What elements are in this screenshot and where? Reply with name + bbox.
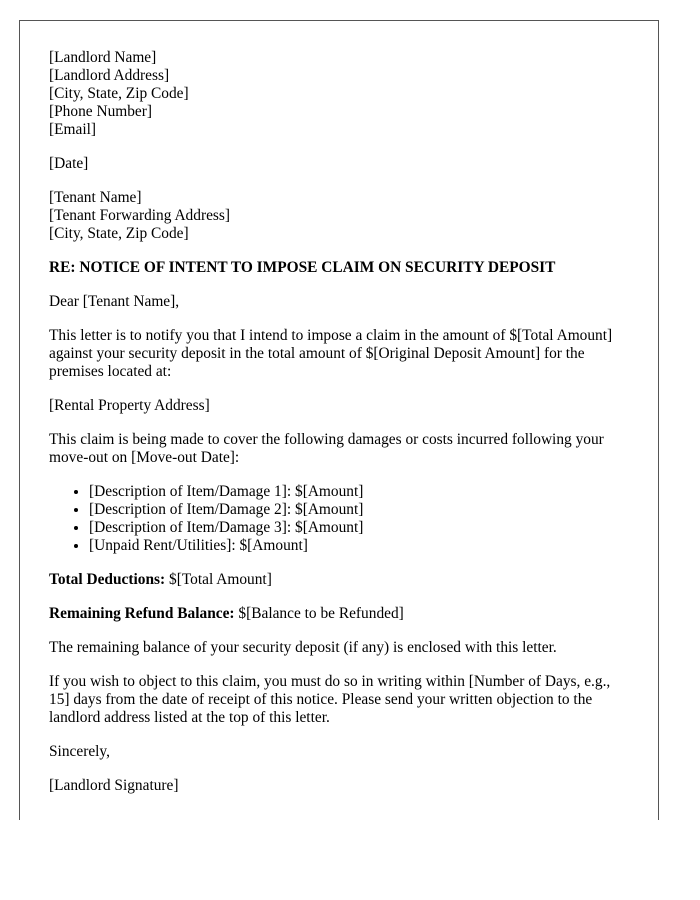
sender-city-state-zip: [City, State, Zip Code] [49, 85, 189, 102]
sender-phone: [Phone Number] [49, 103, 153, 120]
sender-email: [Email] [49, 121, 97, 138]
letter-date: [Date] [49, 155, 89, 172]
deductions-list [49, 483, 629, 555]
closing: Sincerely, [49, 743, 110, 760]
date-block [49, 155, 629, 173]
property-address: [Rental Property Address] [49, 397, 210, 414]
signature: [Landlord Signature] [49, 777, 179, 794]
total-deductions-value: $[Total Amount] [165, 571, 272, 588]
remaining-refund [49, 605, 629, 623]
sender-block [49, 49, 629, 139]
objection-paragraph: If you wish to object to this claim, you must do so in writing within [Number of Days, e.g., 15] days from the date of receipt of this notice. Please send your written objection to the landlord address listed at the top of this letter. [49, 673, 611, 726]
total-deductions [49, 571, 629, 589]
list-item: • [Description of Item/Damage 3]: $[Amount] [89, 519, 629, 537]
remaining-refund-value: $[Balance to be Refunded] [234, 605, 404, 622]
recipient-name: [Tenant Name] [49, 189, 142, 206]
list-item: • [Unpaid Rent/Utilities]: $[Amount] [89, 537, 629, 555]
total-deductions-label: Total Deductions: [49, 571, 166, 588]
subject-line: RE: NOTICE OF INTENT TO IMPOSE CLAIM ON SECURITY DEPOSIT [49, 259, 556, 276]
list-item: • [Description of Item/Damage 2]: $[Amount] [89, 501, 629, 519]
remaining-refund-label: Remaining Refund Balance: [49, 605, 235, 622]
recipient-block [49, 189, 629, 243]
list-item: • [Description of Item/Damage 1]: $[Amount] [89, 483, 629, 501]
salutation: Dear [Tenant Name], [49, 293, 180, 310]
damages-paragraph: This claim is being made to cover the following damages or costs incurred following your move-out on [Move-out Date]: [49, 431, 604, 466]
remaining-paragraph: The remaining balance of your security deposit (if any) is enclosed with this letter. [49, 639, 557, 656]
sender-address: [Landlord Address] [49, 67, 170, 84]
recipient-forwarding-address: [Tenant Forwarding Address] [49, 207, 231, 224]
sender-name: [Landlord Name] [49, 49, 157, 66]
intro-paragraph: This letter is to notify you that I intend to impose a claim in the amount of $[Total Amount] against your security deposit in the total amount of $[Original Deposit Amount] for the premises located at: [49, 327, 613, 380]
letter-page [19, 20, 659, 820]
recipient-city-state-zip: [City, State, Zip Code] [49, 225, 189, 242]
